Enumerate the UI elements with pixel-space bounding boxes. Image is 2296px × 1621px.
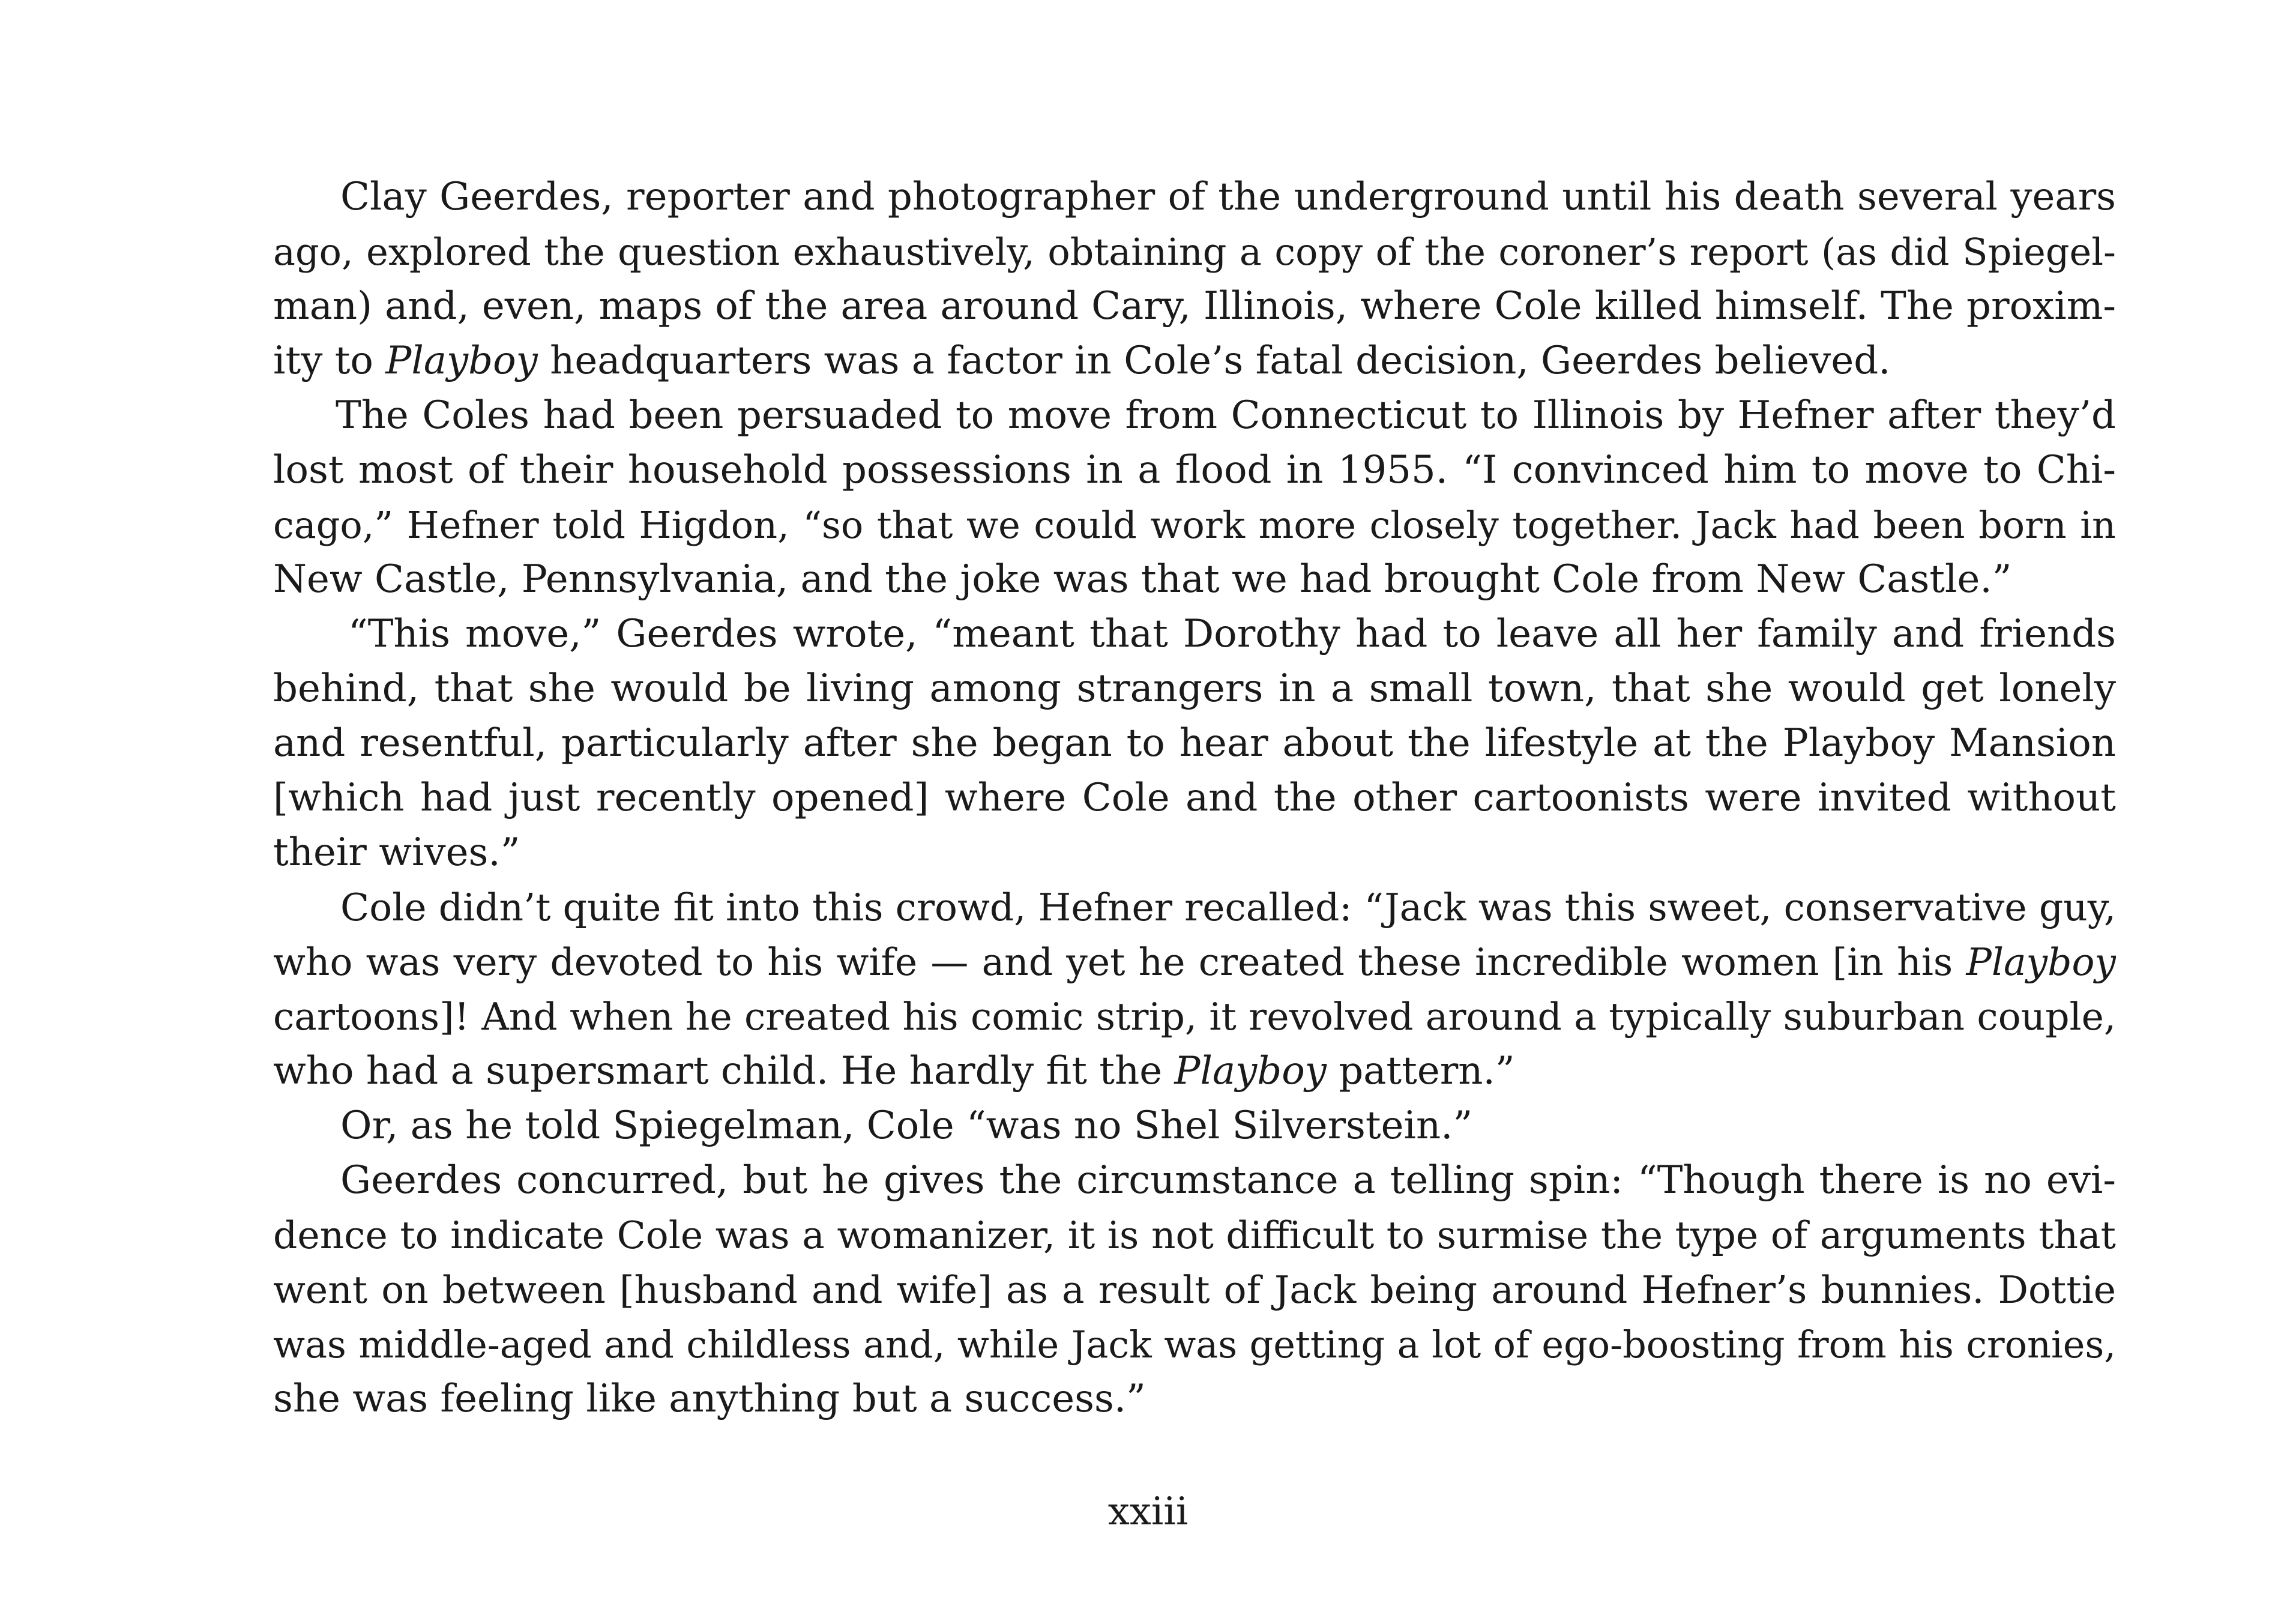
text-segment: “This move,” Geerdes wrote, “meant that Dorothy had to leave all her family and friends [348, 612, 2116, 656]
text-line [273, 1263, 2116, 1317]
italic-title: Playboy [385, 339, 538, 383]
text-segment: pattern.” [1326, 1049, 1515, 1093]
page-number: xxiii [1107, 1490, 1189, 1534]
text-segment: The Coles had been persuaded to move from Connecticut to Illinois by Hefner after they’d [336, 393, 2116, 438]
text-segment: she was feeling like anything but a success.” [273, 1377, 1146, 1421]
text-line [273, 498, 2116, 552]
text-line [273, 880, 2116, 935]
text-line [273, 607, 2116, 662]
text-segment: who had a supersmart child. He hardly fit the [273, 1049, 1175, 1093]
italic-title: Playboy [1966, 940, 2116, 984]
body-text [273, 170, 2116, 1426]
text-line [273, 552, 2116, 607]
text-line [273, 826, 2116, 880]
text-segment: and resentful, particularly after she began to hear about the lifestyle at the Playboy Mansion [273, 721, 2116, 765]
text-segment: headquarters was a factor in Cole’s fatal decision, Geerdes believed. [537, 339, 1891, 383]
text-line [273, 1153, 2116, 1208]
text-line [273, 935, 2116, 989]
text-segment: man) and, even, maps of the area around Cary, Illinois, where Cole killed himself. The proxim- [273, 284, 2116, 328]
text-segment: New Castle, Pennsylvania, and the joke was that we had brought Cole from New Castle.” [273, 557, 2012, 602]
text-line [273, 662, 2116, 716]
text-segment: lost most of their household possessions in a flood in 1955. “I convinced him to move to Chi- [273, 448, 2116, 492]
text-line [273, 716, 2116, 771]
text-line [273, 388, 2116, 443]
text-segment: [which had just recently opened] where Cole and the other cartoonists were invited without [273, 776, 2116, 820]
text-segment: their wives.” [273, 830, 520, 875]
text-segment: ity to [273, 339, 386, 383]
text-line [273, 225, 2116, 279]
text-line [273, 771, 2116, 826]
text-segment: who was very devoted to his wife — and yet he created these incredible women [in his [273, 940, 1966, 984]
text-line [273, 443, 2116, 498]
text-line [273, 1372, 2116, 1426]
text-line [273, 170, 2116, 225]
text-line [273, 1044, 2116, 1099]
text-segment: dence to indicate Cole was a womanizer, it is not difficult to surmise the type of arguments that [273, 1213, 2116, 1257]
text-segment: Cole didn’t quite fit into this crowd, Hefner recalled: “Jack was this sweet, conservative guy, [340, 886, 2116, 929]
text-line [273, 334, 2116, 388]
text-segment: ago, explored the question exhaustively, obtaining a copy of the coroner’s report (as did Spiegel- [273, 230, 2116, 274]
text-line [273, 989, 2116, 1044]
text-segment: Geerdes concurred, but he gives the circumstance a telling spin: “Though there is no evi- [340, 1158, 2116, 1203]
text-line [273, 279, 2116, 334]
text-line [273, 1099, 2116, 1153]
text-segment: went on between [husband and wife] as a result of Jack being around Hefner’s bunnies. Dottie [273, 1268, 2116, 1312]
text-segment: was middle-aged and childless and, while Jack was getting a lot of ego-boosting from his cronies, [273, 1323, 2116, 1366]
italic-title: Playboy [1174, 1049, 1327, 1093]
text-segment: cartoons]! And when he created his comic strip, it revolved around a typically suburban couple, [273, 995, 2116, 1039]
text-segment: Clay Geerdes, reporter and photographer of the underground until his death several years [340, 175, 2116, 219]
text-segment: behind, that she would be living among strangers in a small town, that she would get lonely [273, 666, 2116, 711]
text-segment: cago,” Hefner told Higdon, “so that we could work more closely together. Jack had been born in [273, 503, 2116, 547]
text-line [273, 1317, 2116, 1372]
text-line [273, 1208, 2116, 1263]
text-segment: Or, as he told Spiegelman, Cole “was no Shel Silverstein.” [340, 1103, 1473, 1148]
